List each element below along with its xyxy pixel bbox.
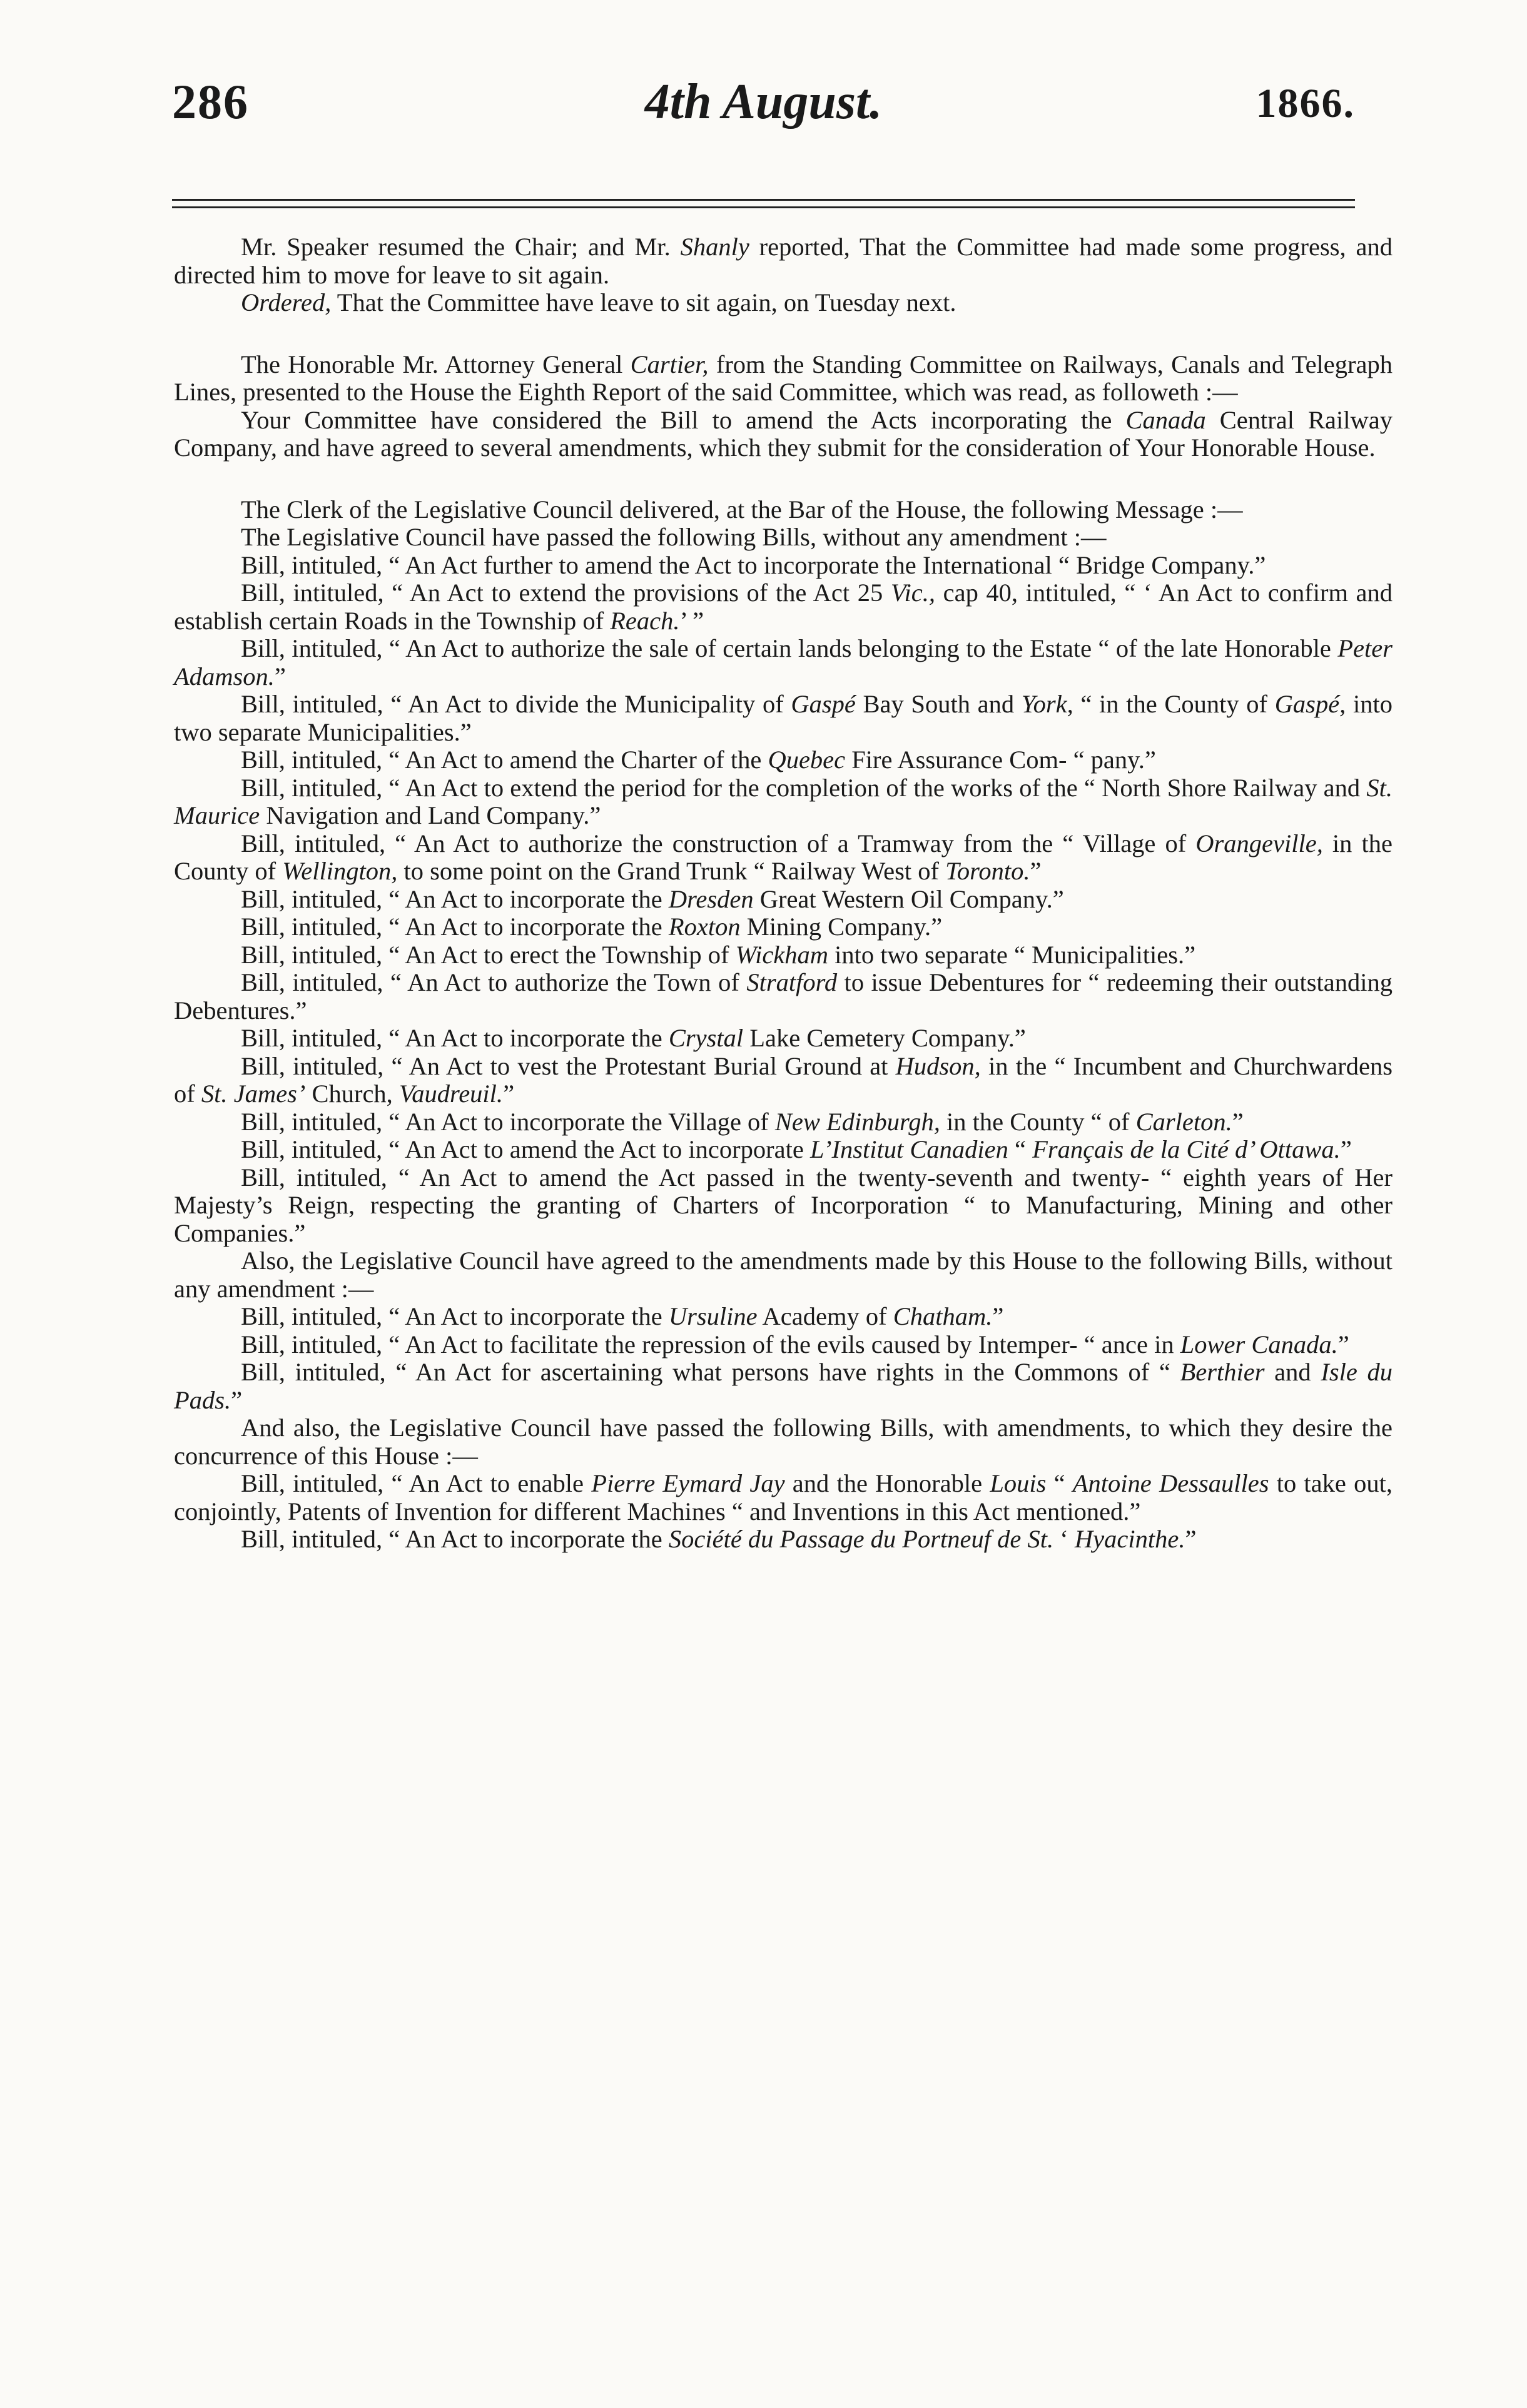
text-run: Bill, intituled, “ An Act to vest the Protestant Burial Ground at <box>241 1051 896 1080</box>
paragraph <box>174 1414 1393 1470</box>
header-rule-bottom <box>172 206 1355 208</box>
paragraph <box>174 289 1393 317</box>
text-run: Bill, intituled, “ An Act to incorporate the <box>241 1525 669 1553</box>
text-run: Bill, intituled, “ An Act further to amend the Act to incorporate the International “ Bridge Company.” <box>241 550 1266 579</box>
header-rule-top <box>172 199 1355 201</box>
italic-text: Antoine Dessaulles <box>1072 1469 1269 1497</box>
text-run: Bill, intituled, “ An Act to authorize the Town of <box>241 968 747 996</box>
paragraph <box>174 886 1393 914</box>
text-run: Bill, intituled, “ An Act to amend the Act to incorporate <box>241 1135 810 1163</box>
text-run: Bill, intituled, “ An Act to authorize the construction of a Tramway from the “ Village of <box>241 829 1196 857</box>
running-header <box>172 74 1355 130</box>
italic-text: Ordered, <box>241 288 332 316</box>
italic-text: Wellington, <box>282 857 398 885</box>
page-number: 286 <box>172 74 249 129</box>
text-run: Mr. Speaker resumed the Chair; and Mr. <box>241 233 681 261</box>
paragraph <box>174 1024 1393 1053</box>
text-run: Your Committee have considered the Bill to amend the Acts incorporating the <box>241 405 1126 434</box>
paragraph <box>174 233 1393 289</box>
text-run: “ in the County of <box>1073 690 1275 718</box>
text-run: Academy of <box>757 1302 893 1330</box>
paragraph <box>174 552 1393 580</box>
paragraph <box>174 496 1393 524</box>
text-run: Bill, intituled, “ An Act to authorize the sale of certain lands belonging to the Estate “ of the late Honorable <box>241 634 1338 662</box>
text-run: Bay South and <box>855 690 1022 718</box>
italic-text: Ursuline <box>668 1302 758 1330</box>
italic-text: Société du Passage du Portneuf de St. <box>668 1525 1054 1553</box>
italic-text: Toronto. <box>945 857 1030 885</box>
italic-text: St. James’ <box>201 1080 306 1108</box>
text-run: Bill, intituled, “ An Act to incorporate the <box>241 1302 669 1330</box>
running-year: 1866. <box>1256 81 1355 126</box>
text-run: ” <box>231 1385 243 1414</box>
italic-text: York, <box>1021 690 1073 718</box>
paragraph <box>174 1525 1393 1554</box>
text-run: ” <box>274 662 286 691</box>
text-run: Mining Company.” <box>740 913 943 941</box>
italic-text: Gaspé, <box>1274 690 1346 718</box>
text-run: Fire Assurance Com- “ pany.” <box>845 746 1156 774</box>
text-run: ‘ <box>1053 1525 1075 1553</box>
text-run: ” <box>1185 1525 1197 1553</box>
text-run: Also, the Legislative Council have agreed to the amendments made by this House to the following Bills, without any amendment :— <box>174 1247 1393 1303</box>
italic-text: Louis <box>990 1469 1047 1497</box>
paragraph <box>174 1303 1393 1331</box>
italic-text: Wickham <box>735 940 829 969</box>
text-run: ” <box>1340 1135 1352 1163</box>
paragraph <box>174 746 1393 774</box>
italic-text: Hudson, <box>895 1051 981 1080</box>
italic-text: Shanly <box>680 233 749 261</box>
text-run: Bill, intituled, “ An Act to enable <box>241 1469 592 1497</box>
text-run: to take out, conjointly, Patents of Invention for different Machines “ and Inventions in this Act mentioned.” <box>174 1469 1393 1525</box>
italic-text: Vaudreuil. <box>398 1080 504 1108</box>
paragraph <box>174 524 1393 552</box>
text-run: into two separate Municipalities.” <box>174 690 1393 746</box>
italic-text: St. Maurice <box>174 773 1393 829</box>
text-run: Bill, intituled, “ An Act for ascertaining what persons have rights in the Commons of “ <box>241 1358 1180 1386</box>
italic-text: Peter Adamson. <box>174 634 1393 691</box>
text-run: ” <box>1337 1330 1349 1358</box>
text-run: Bill, intituled, “ An Act to incorporate the <box>241 884 669 913</box>
text-run: “ <box>1008 1135 1033 1163</box>
text-run: Bill, intituled, “ An Act to amend the Charter of the <box>241 746 768 774</box>
paragraph <box>174 1136 1393 1164</box>
text-run: ” <box>992 1302 1004 1330</box>
italic-text: Lower Canada. <box>1180 1330 1338 1358</box>
text-run: Bill, intituled, “ An Act to extend the period for the completion of the works of the “ North Shore Railway and <box>241 773 1367 802</box>
text-run: ’ ” <box>679 606 704 635</box>
text-run: in the County “ of <box>940 1107 1136 1136</box>
text-run: Bill, intituled, “ An Act to amend the Act passed in the twenty-seventh and twenty- “ eighth years of Her Majesty’s Reign, respecting the granting of Charters of Incorporation “ to Manufacturing, Mining and other Companies.” <box>174 1163 1393 1247</box>
paragraph <box>174 830 1393 886</box>
paragraph <box>174 351 1393 407</box>
paragraph <box>174 1053 1393 1108</box>
text-run: cap 40, intituled, “ ‘ An Act to confirm and establish certain Roads in the Township of <box>174 579 1393 635</box>
paragraph <box>174 774 1393 830</box>
italic-text: Stratford <box>746 968 838 996</box>
text-run: ” <box>503 1080 515 1108</box>
italic-text: Orangeville, <box>1195 829 1323 857</box>
text-run: to issue Debentures for “ redeeming their outstanding Debentures.” <box>174 968 1393 1024</box>
italic-text: Pierre Eymard Jay <box>591 1469 785 1497</box>
text-run: Bill, intituled, “ An Act to incorporate the <box>241 913 669 941</box>
text-run: Bill, intituled, “ An Act to incorporate the <box>241 1024 669 1052</box>
paragraph <box>174 579 1393 635</box>
paragraph <box>174 913 1393 941</box>
paragraph <box>174 1331 1393 1359</box>
italic-text: Carleton. <box>1135 1107 1232 1136</box>
paragraph <box>174 1470 1393 1525</box>
paragraph <box>174 1247 1393 1303</box>
text-run: Great Western Oil Company.” <box>753 884 1064 913</box>
text-run: ” <box>1232 1107 1244 1136</box>
italic-text: Quebec <box>768 746 846 774</box>
italic-text: Reach. <box>610 606 680 635</box>
text-run: Navigation and Land Company.” <box>260 801 601 829</box>
text-run: reported, That the Committee had made some progress, and directed him to move for leave to sit again. <box>174 233 1393 289</box>
journal-text <box>174 233 1393 1554</box>
italic-text: Gaspé <box>791 690 856 718</box>
italic-text: Berthier <box>1180 1358 1265 1386</box>
text-run: Bill, intituled, “ An Act to erect the Township of <box>241 940 736 969</box>
paragraph <box>174 969 1393 1024</box>
paragraph <box>174 1164 1393 1248</box>
italic-text: Cartier, <box>630 350 709 378</box>
text-run: to some point on the Grand Trunk “ Railway West of <box>397 857 946 885</box>
text-run: And also, the Legislative Council have passed the following Bills, with amendments, to which they desire the concurrence of this House :— <box>174 1414 1393 1470</box>
italic-text: Crystal <box>668 1024 744 1052</box>
italic-text: Chatham. <box>893 1302 993 1330</box>
text-run: in the County of <box>174 829 1393 885</box>
text-run: and <box>1264 1358 1321 1386</box>
text-run: in the “ Incumbent and Churchwardens of <box>174 1051 1393 1108</box>
paragraph <box>174 1108 1393 1136</box>
text-run: Central Railway Company, and have agreed to several amendments, which they submit for the consideration of Your Honorable House. <box>174 405 1393 462</box>
paragraph <box>174 1358 1393 1414</box>
text-run: Bill, intituled, “ An Act to facilitate the repression of the evils caused by Intemper- “ ance in <box>241 1330 1180 1358</box>
text-run: The Honorable Mr. Attorney General <box>241 350 631 378</box>
paragraph <box>174 635 1393 691</box>
italic-text: Dresden <box>668 884 754 913</box>
italic-text: Hyacinthe. <box>1074 1525 1185 1553</box>
text-run: from the Standing Committee on Railways, Canals and Telegraph Lines, presented to the House the Eighth Report of the said Committee, which was read, as followeth :— <box>174 350 1393 406</box>
italic-text: Roxton <box>668 913 741 941</box>
text-run: and the Honorable <box>784 1469 990 1497</box>
text-run: Church, <box>305 1080 399 1108</box>
running-date: 4th August. <box>644 74 883 129</box>
text-run: “ <box>1046 1469 1073 1497</box>
italic-text: L’Institut Canadien <box>809 1135 1008 1163</box>
text-run: Lake Cemetery Company.” <box>743 1024 1026 1052</box>
text-run: ” <box>1030 857 1042 885</box>
paragraph <box>174 407 1393 462</box>
italic-text: Vic., <box>890 579 936 607</box>
text-run: Bill, intituled, “ An Act to incorporate the Village of <box>241 1107 775 1136</box>
italic-text: Isle du Pads. <box>174 1358 1393 1414</box>
text-run: The Clerk of the Legislative Council delivered, at the Bar of the House, the following Message :— <box>241 495 1243 524</box>
italic-text: New Edinburgh, <box>774 1107 940 1136</box>
text-run: Bill, intituled, “ An Act to divide the Municipality of <box>241 690 791 718</box>
text-run: Bill, intituled, “ An Act to extend the provisions of the Act 25 <box>241 579 891 607</box>
paragraph <box>174 691 1393 746</box>
paragraph <box>174 941 1393 969</box>
text-run: into two separate “ Municipalities.” <box>828 940 1196 969</box>
italic-text: Français de la Cité d’ Ottawa. <box>1032 1135 1341 1163</box>
text-run: That the Committee have leave to sit again, on Tuesday next. <box>331 288 956 316</box>
text-run: The Legislative Council have passed the following Bills, without any amendment :— <box>241 523 1107 551</box>
italic-text: Canada <box>1125 405 1206 434</box>
